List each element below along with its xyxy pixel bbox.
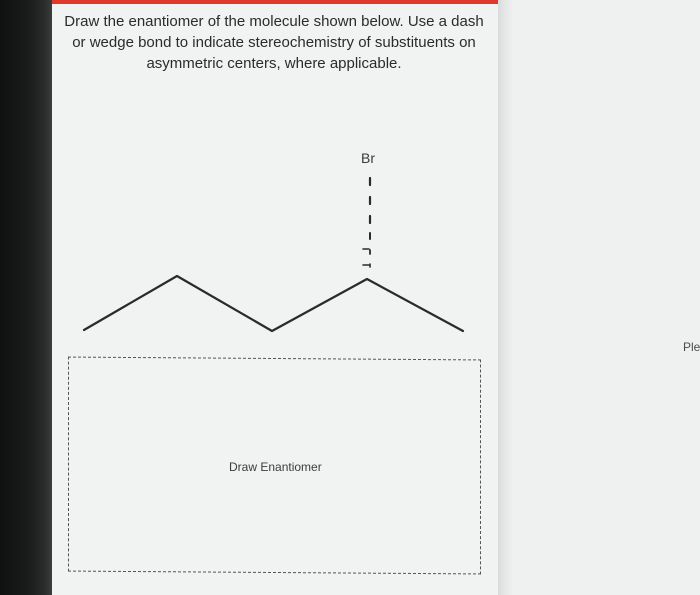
panel-divider [498, 0, 512, 595]
question-text [58, 11, 490, 74]
carbon-chain-bonds [84, 276, 463, 331]
right-pane-cut-text: Ple [683, 340, 700, 354]
question-line-1: Draw the enantiomer of the molecule shown below. Use a dash [64, 13, 484, 30]
question-line-2: or wedge bond to indicate stereochemistry of substituents on [72, 34, 476, 51]
hashed-wedge-bond [363, 178, 370, 267]
right-pane [512, 0, 700, 595]
device-bezel [0, 0, 52, 595]
question-line-3: asymmetric centers, where applicable. [146, 55, 402, 72]
bromine-label: Br [361, 150, 375, 166]
draw-enantiomer-label: Draw Enantiomer [229, 460, 322, 474]
molecule-structure [52, 140, 498, 345]
header-accent-bar [52, 0, 498, 4]
